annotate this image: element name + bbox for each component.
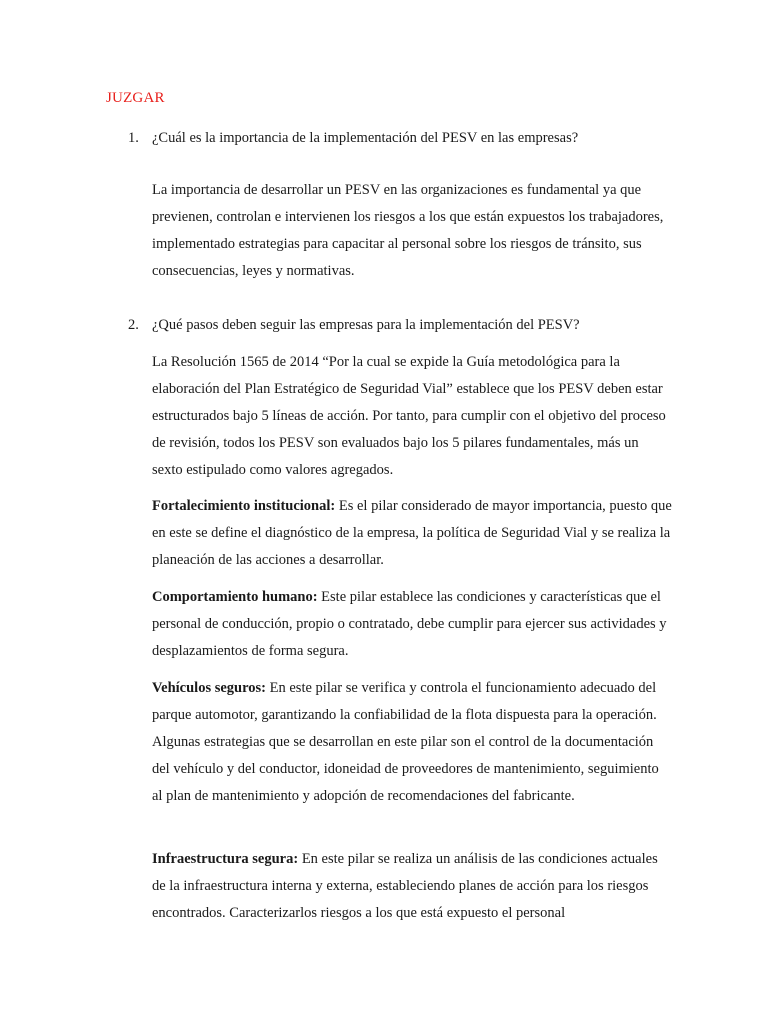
question-2-number: 2. <box>128 317 139 333</box>
pillar-paragraph <box>152 584 672 665</box>
pillar-paragraph <box>152 846 672 927</box>
question-2-text: ¿Qué pasos deben seguir las empresas para la implementación del PESV? <box>152 317 580 333</box>
pillar-paragraph <box>152 493 672 574</box>
pillar-text: En este pilar se realiza un análisis de las condiciones actuales de la infraestructura interna y externa, estableciendo planes de acción para los riesgos encontrados. Caracterizarlos riesgos a los que está expuesto el personal <box>152 851 658 921</box>
pillar-text: En este pilar se verifica y controla el funcionamiento adecuado del parque automotor, garantizando la confiabilidad de la flota dispuesta para la operación. Algunas estrategias que se desarrollan en este pilar son el control de la documentación del vehículo y del conductor, idoneidad de proveedores de mantenimiento, seguimiento al plan de mantenimiento y adopción de recomendaciones del fabricante. <box>152 680 659 804</box>
pillar-title: Comportamiento humano: <box>152 589 318 605</box>
question-2-intro: La Resolución 1565 de 2014 “Por la cual se expide la Guía metodológica para la elaboración del Plan Estratégico de Seguridad Vial” establece que los PESV deben estar estructurados bajo 5 líneas de acción. Por tanto, para cumplir con el objetivo del proceso de revisión, todos los PESV son evaluados bajo los 5 pilares fundamentales, más un sexto estipulado como valores agregados. <box>152 354 666 478</box>
pillar-title: Infraestructura segura: <box>152 851 299 867</box>
pillar-paragraph <box>152 675 672 810</box>
pillar-title: Vehículos seguros: <box>152 680 267 696</box>
section-heading: JUZGAR <box>106 90 165 106</box>
pillar-title: Fortalecimiento institucional: <box>152 498 336 514</box>
pillar-text: Este pilar establece las condiciones y características que el personal de conducción, propio o contratado, debe cumplir para ejercer sus actividades y desplazamientos de forma segura. <box>152 589 667 659</box>
question-1-text: ¿Cuál es la importancia de la implementación del PESV en las empresas? <box>152 130 579 146</box>
pillar-text: Es el pilar considerado de mayor importancia, puesto que en este se define el diagnóstico de la empresa, la política de Seguridad Vial y se realiza la planeación de las acciones a desarrollar. <box>152 498 672 568</box>
question-1-number: 1. <box>128 130 139 146</box>
question-1-answer: La importancia de desarrollar un PESV en las organizaciones es fundamental ya que previenen, controlan e intervienen los riesgos a los que están expuestos los trabajadores, implementado estrategias para capacitar al personal sobre los riesgos de tránsito, sus consecuencias, leyes y normativas. <box>152 182 664 279</box>
